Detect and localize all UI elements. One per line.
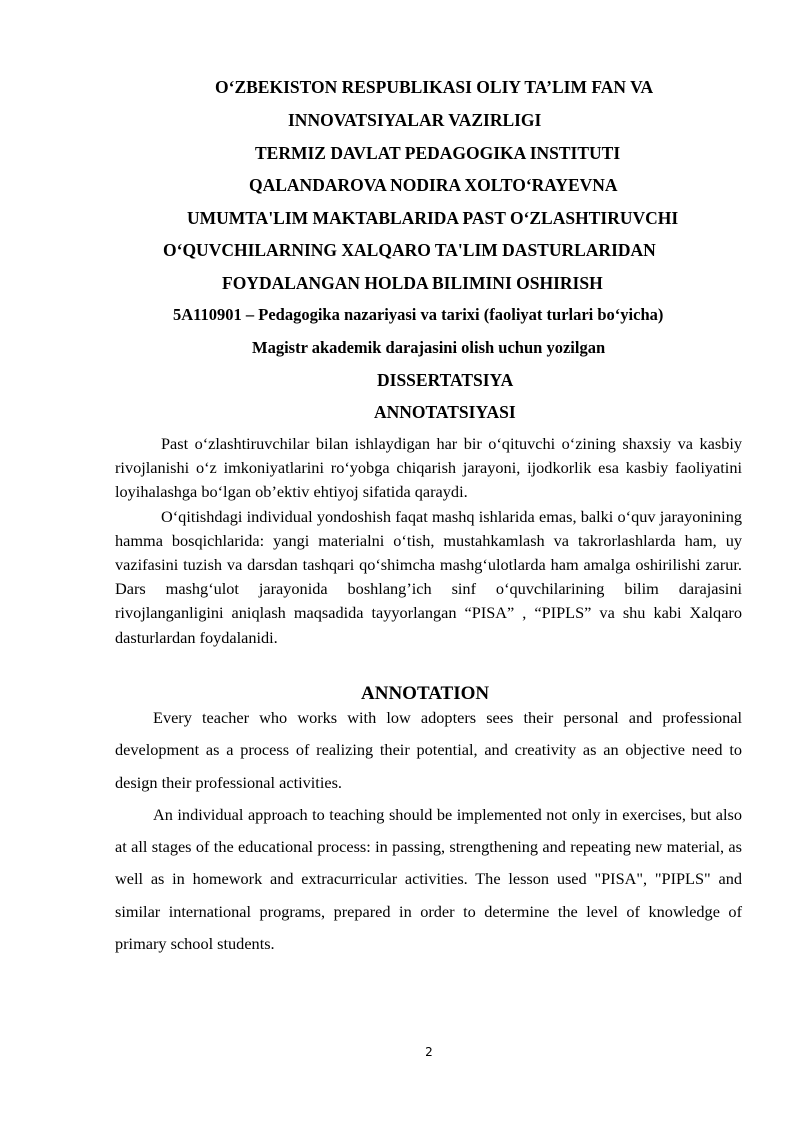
annotation-en-paragraph-2: An individual approach to teaching should be implemented not only in exercises, but also at all stages of the educational process: in passing, strengthening and repeating new material, as well as in homework and extracurricular activities. The lesson used "PISA", "PIPLS" and similar international programs, prepared in order to determine the level of knowledge of primary school students. bbox=[115, 804, 742, 954]
topic-title-line2: O‘QUVCHILARNING XALQARO TA'LIM DASTURLARIDAN bbox=[163, 240, 656, 260]
document-type: DISSERTATSIYA bbox=[377, 370, 514, 390]
page-number: 2 bbox=[425, 1045, 433, 1059]
specialty-code: 5A110901 – Pedagogika nazariyasi va tarixi (faoliyat turlari bo‘yicha) bbox=[173, 305, 664, 324]
topic-title-line1: UMUMTA'LIM MAKTABLARIDA PAST O‘ZLASHTIRUVCHI bbox=[187, 208, 679, 228]
annotation-uz-body bbox=[115, 432, 742, 650]
annotation-en-body bbox=[115, 702, 742, 960]
ministry-title-line1: O‘ZBEKISTON RESPUBLIKASI OLIY TA’LIM FAN VA bbox=[215, 77, 654, 97]
ministry-title-line2: INNOVATSIYALAR VAZIRLIGI bbox=[288, 110, 542, 130]
annotation-en-paragraph-1: Every teacher who works with low adopters sees their personal and professional development as a process of realizing their potential, and creativity as an objective need to design their professional activities. bbox=[115, 708, 742, 792]
institute-name: TERMIZ DAVLAT PEDAGOGIKA INSTITUTI bbox=[255, 143, 621, 163]
annotation-uz-paragraph-1: Past o‘zlashtiruvchilar bilan ishlaydigan har bir o‘qituvchi o‘zining shaxsiy va kasbiy rivojlanishi o‘z imkoniyatlarini ro‘yobga chiqarish jarayoni, ijodkorlik esa kasbiy faoliyatini loyihalashga bo‘lgan ob’ektiv ehtiyoj sifatida qaraydi. bbox=[115, 434, 742, 502]
annotation-uz-paragraph-2: O‘qitishdagi individual yondoshish faqat mashq ishlarida emas, balki o‘quv jarayonining hamma bosqichlarida: yangi materialni o‘tish, mustahkamlash va takrorlashlarda ham, uy vazifasini tuzish va darsdan tashqari qo‘shimcha mashg‘ulotlarda ham amalga oshirilishi zarur. Dars mashg‘ulot jarayonida boshlang’ich sinf o‘quvchilarining bilim darajasini rivojlanganligini aniqlash maqsadida tayyorlangan “PISA” , “PIPLS” va shu kabi Xalqaro dasturlardan foydalanidi. bbox=[115, 506, 742, 647]
author-name: QALANDAROVA NODIRA XOLTO‘RAYEVNA bbox=[249, 175, 618, 195]
annotation-en-heading: ANNOTATION bbox=[361, 683, 490, 704]
annotation-uz-heading: ANNOTATSIYASI bbox=[374, 402, 516, 422]
degree-purpose: Magistr akademik darajasini olish uchun yozilgan bbox=[252, 338, 606, 357]
topic-title-line3: FOYDALANGAN HOLDA BILIMINI OSHIRISH bbox=[222, 273, 603, 293]
